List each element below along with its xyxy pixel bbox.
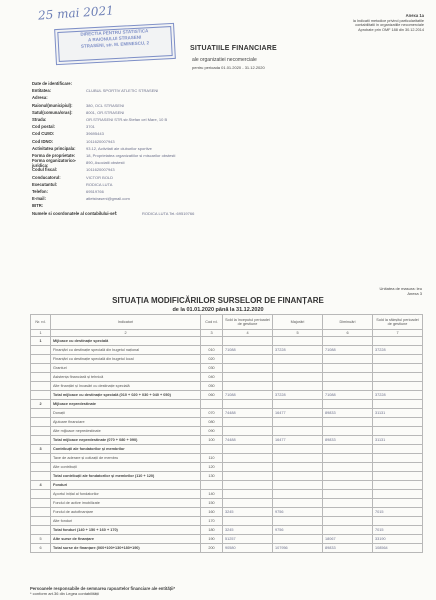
row-indicator-cell: Finanțări cu destinație specială din bugetul național [51,346,201,355]
closing-balance-cell [373,373,423,382]
increases-cell [273,337,323,346]
opening-balance-cell [223,517,273,526]
row-nr-cell: 4 [31,481,51,490]
increases-cell [273,400,323,409]
opening-balance-cell [223,427,273,436]
stamp-line-3: STRASENI, str. M. EMINESCU, 2 [80,40,150,49]
row-code-cell: 050 [201,382,223,391]
table-row [31,463,423,472]
increases-cell [273,382,323,391]
col-decreases: Diminuări [323,315,373,330]
row-nr-cell [31,517,51,526]
row-indicator-cell: Taxe de aderare și cotizații de membru [51,454,201,463]
row-nr-cell [31,409,51,418]
identification-label: Forma de proprietate: [32,153,76,158]
row-nr-cell [31,526,51,535]
identification-label: Date de identificare: [32,81,73,86]
identification-value: 890, Asociatii obstesti [86,160,125,166]
identification-value: 93.12, Activitati ale cluburilor sportive [86,145,152,151]
row-nr-cell [31,463,51,472]
table-row [31,481,423,490]
identification-label: IBTR: [32,203,44,209]
identification-value: RODICA LUTA Tel.:69519766 [142,210,195,216]
row-indicator-cell: Mijloace cu destinație specială [51,337,201,346]
row-indicator-cell: Finanțări cu destinație specială din bugetul local [51,355,201,364]
handwritten-date: 25 mai 2021 [37,3,115,23]
increases-cell [273,427,323,436]
identification-row [32,109,372,116]
increases-cell [273,481,323,490]
opening-balance-cell [223,499,273,508]
closing-balance-cell: 37228 [373,391,423,400]
identification-row [32,188,372,195]
annex-line-1: la Indicatii metodice privind particularitatile [352,18,424,23]
identification-value: 8001, OR.STRASENI [86,109,125,115]
identification-label: Numele si coordonatele al contabilului-sef: [32,210,118,216]
opening-balance-cell [223,454,273,463]
row-code-cell: 190 [201,535,223,544]
closing-balance-cell [373,427,423,436]
decreases-cell [323,382,373,391]
index-cell: 6 [323,330,373,337]
row-code-cell: 040 [201,373,223,382]
row-code-cell: 010 [201,346,223,355]
table-header-row [31,315,423,330]
opening-balance-cell [223,481,273,490]
decreases-cell [323,517,373,526]
opening-balance-cell [223,418,273,427]
increases-cell [273,472,323,481]
identification-row [32,123,372,130]
row-nr-cell [31,508,51,517]
identification-label: Cod postal: [32,124,56,130]
decreases-cell [323,355,373,364]
row-nr-cell [31,364,51,373]
table-row [31,499,423,508]
identification-label: Forma organizatorico-juridica: [32,157,77,168]
row-indicator-cell: Alte fonduri [51,517,201,526]
identification-label: Telefon: [32,189,48,194]
row-code-cell: 020 [201,355,223,364]
identification-row [32,94,372,101]
row-code-cell: 150 [201,499,223,508]
annex-line-2: contabilitatii in organizatiile necomerciale [355,23,424,28]
identification-row [32,102,372,109]
table-row [31,445,423,454]
row-nr-cell [31,436,51,445]
identification-label: Executantul: [32,181,58,187]
row-code-cell: 130 [201,472,223,481]
index-cell: 3 [201,330,223,337]
decreases-cell [323,454,373,463]
table-row [31,418,423,427]
col-closing-balance: Sold la sfârșitul perioadei de gestiune [373,315,423,330]
increases-cell [273,373,323,382]
table-row [31,427,423,436]
decreases-cell [323,463,373,472]
closing-balance-cell: 108564 [373,544,423,553]
decreases-cell [323,418,373,427]
increases-cell: 37228 [273,346,323,355]
row-indicator-cell: Ajutoare financiare [51,418,201,427]
row-code-cell: 030 [201,364,223,373]
row-code-cell [201,337,223,346]
row-indicator-cell: Total fonduri (140 + 150 + 160 + 170) [51,526,201,535]
identification-value: OR.STRASENI STR.str.Stefan cel Mare, 10 B [86,117,168,122]
annex-note [284,14,424,32]
identification-label: E-mail: [32,196,46,202]
row-nr-cell [31,391,51,400]
row-nr-cell [31,454,51,463]
row-indicator-cell: Alte mijloace nepredestinate [51,427,201,436]
identification-label: Cod CUIIO: [32,131,55,137]
closing-balance-cell [373,337,423,346]
identification-label: Adresa: [32,95,48,101]
identification-value: 69519766 [86,189,104,194]
opening-balance-cell [223,337,273,346]
row-indicator-cell: Asistența financiară și tehnică [51,373,201,382]
decreases-cell [323,508,373,517]
identification-value: 1011620007943 [86,138,115,144]
identification-row [32,195,372,202]
closing-balance-cell [373,517,423,526]
table-row [31,454,423,463]
increases-cell [273,490,323,499]
table-row [31,409,423,418]
identification-label: Entitatea: [32,88,52,94]
identification-value: 18, Proprietatea organizatiilor si miscarilor obstesti [86,153,176,158]
closing-balance-cell [373,454,423,463]
identification-value: 1011620007943 [86,167,115,173]
closing-balance-cell: 37228 [373,346,423,355]
table-row [31,364,423,373]
row-nr-cell [31,427,51,436]
closing-balance-cell [373,382,423,391]
identification-label: Satul(comuna/oras): [32,109,73,115]
increases-cell [273,517,323,526]
table-row [31,355,423,364]
index-cell: 4 [223,330,273,337]
identification-row [32,80,372,87]
identification-label: Conducatorul: [32,174,61,180]
decreases-cell [323,481,373,490]
index-cell: 1 [31,330,51,337]
row-indicator-cell: Total mijloace cu destinație specială (010 + 020 + 030 + 040 + 050) [51,391,201,400]
row-indicator-cell: Fonduri [51,481,201,490]
opening-balance-cell [223,373,273,382]
row-nr-cell [31,499,51,508]
identification-row [32,87,372,94]
opening-balance-cell: 90580 [223,544,273,553]
increases-cell: 9756 [273,526,323,535]
row-indicator-cell: Fondul de autofinanțare [51,508,201,517]
opening-balance-cell [223,445,273,454]
row-nr-cell [31,355,51,364]
row-nr-cell: 5 [31,535,51,544]
table-row [31,472,423,481]
decreases-cell [323,337,373,346]
report-period: pentru perioada 01.01.2020 - 31.12.2020 [192,65,265,70]
row-code-cell: 060 [201,391,223,400]
closing-balance-cell [373,463,423,472]
identification-row [32,138,372,145]
table-row [31,436,423,445]
row-indicator-cell: Total mijloace nepredestinate (070 + 080 + 090) [51,436,201,445]
closing-balance-cell [373,418,423,427]
footer-line-2: * conform art.36 din Legea contabilității [30,591,100,596]
identification-row [32,174,372,181]
row-indicator-cell: Alte contribuții [51,463,201,472]
table-row [31,391,423,400]
row-nr-cell [31,472,51,481]
increases-cell: 16477 [273,409,323,418]
unit-of-measure: Unitatea de masura: leu [379,286,422,291]
row-indicator-cell: Total contribuții ale fondatorilor și membrilor (110 + 120) [51,472,201,481]
closing-balance-cell [373,364,423,373]
identification-row [32,159,372,166]
decreases-cell [323,400,373,409]
identification-label: Strada: [32,117,47,122]
row-nr-cell [31,418,51,427]
row-code-cell: 200 [201,544,223,553]
increases-cell: 9756 [273,508,323,517]
opening-balance-cell: 74488 [223,436,273,445]
row-code-cell: 080 [201,418,223,427]
increases-cell [273,454,323,463]
identification-value: 380, OCL STRASENI [86,102,125,108]
decreases-cell [323,445,373,454]
table-row [31,526,423,535]
stamp-line-2: A RAIONULUI STRASENI [87,34,142,43]
row-indicator-cell: Donații [51,409,201,418]
decreases-cell: 89833 [323,409,373,418]
col-indicator: Indicatori [51,315,201,330]
row-indicator-cell: Total surse de finanțare (060+100+130+180+190) [51,544,201,553]
row-nr-cell: 2 [31,400,51,409]
col-code: Cod rd. [201,315,223,330]
col-increases: Majorări [273,315,323,330]
identification-value: RODICA LUTA [86,181,113,187]
closing-balance-cell: 31131 [373,436,423,445]
row-nr-cell [31,373,51,382]
row-nr-cell: 1 [31,337,51,346]
index-cell: 2 [51,330,201,337]
index-cell: 5 [273,330,323,337]
row-indicator-cell: Contribuții ale fondatorilor și membrilor [51,445,201,454]
identification-value: 3701 [86,124,95,130]
table-row [31,346,423,355]
decreases-cell [323,472,373,481]
opening-balance-cell: 71088 [223,391,273,400]
increases-cell [273,499,323,508]
opening-balance-cell [223,364,273,373]
col-opening-balance: Sold la începutul perioadei de gestiune [223,315,273,330]
row-nr-cell [31,490,51,499]
identification-label: Activitatea principala: [32,145,76,151]
increases-cell: 37228 [273,391,323,400]
table-row [31,337,423,346]
table-row [31,517,423,526]
decreases-cell: 89833 [323,436,373,445]
decreases-cell: 71088 [323,346,373,355]
decreases-cell [323,490,373,499]
financing-sources-table [30,314,423,553]
opening-balance-cell: 51257 [223,535,273,544]
row-code-cell: 160 [201,508,223,517]
row-nr-cell [31,346,51,355]
col-nr: Nr. rd. [31,315,51,330]
row-code-cell [201,445,223,454]
decreases-cell [323,364,373,373]
statistics-stamp [54,23,176,65]
decreases-cell [323,499,373,508]
report-title: SITUATIILE FINANCIARE [190,45,277,52]
row-code-cell: 120 [201,463,223,472]
closing-balance-cell [373,481,423,490]
footer-line-1: Persoanele responsabile de semnarea rapoartelor financiare ale entității* [30,586,175,591]
table-row [31,490,423,499]
closing-balance-cell [373,490,423,499]
identification-label: Raionul(municipiul): [32,102,73,108]
closing-balance-cell [373,499,423,508]
table-row [31,382,423,391]
decreases-cell [323,373,373,382]
closing-balance-cell: 31131 [373,409,423,418]
row-nr-cell: 3 [31,445,51,454]
increases-cell [273,418,323,427]
statement-subtitle: de la 01.01.2020 până la 31.12.2020 [172,307,264,313]
identification-label: Cod IDNO: [32,138,54,144]
table-row [31,400,423,409]
annex-3-label: Anexa 3 [407,291,422,296]
increases-cell [273,355,323,364]
row-code-cell: 090 [201,427,223,436]
identification-label: Codul fiscal: [32,167,58,173]
row-code-cell [201,400,223,409]
opening-balance-cell: 3245 [223,508,273,517]
opening-balance-cell: 3245 [223,526,273,535]
row-nr-cell [31,382,51,391]
row-indicator-cell: Granturi [51,364,201,373]
annex-line-3: Aprobate prin OMF 188 din 30.12.2014 [358,27,424,32]
closing-balance-cell [373,445,423,454]
decreases-cell: 89833 [323,544,373,553]
table-row [31,508,423,517]
row-code-cell: 170 [201,517,223,526]
closing-balance-cell: 33190 [373,535,423,544]
row-code-cell: 140 [201,490,223,499]
decreases-cell: 18067 [323,535,373,544]
row-indicator-cell: Fondul de active imobilizate [51,499,201,508]
decreases-cell [323,427,373,436]
statement-title: SITUAȚIA MODIFICĂRILOR SURSELOR DE FINANȚARE [112,296,324,305]
identification-row [32,130,372,137]
increases-cell [273,445,323,454]
opening-balance-cell [223,490,273,499]
annex-title: Anexa 1a [405,13,424,18]
opening-balance-cell [223,472,273,481]
identification-value: VICTOR BOLD [86,174,114,180]
increases-cell [273,364,323,373]
decreases-cell: 71088 [323,391,373,400]
table-row [31,544,423,553]
identification-value: 39695443 [86,131,104,137]
identification-row [32,116,372,123]
row-indicator-cell: Alte surse de finanțare [51,535,201,544]
row-code-cell: 100 [201,436,223,445]
unit-note [380,286,422,296]
opening-balance-cell: 71088 [223,346,273,355]
row-code-cell [201,481,223,490]
identification-value: CLUBUL SPORTIV ATLETIC STRASENI [86,88,159,94]
opening-balance-cell [223,355,273,364]
opening-balance-cell [223,382,273,391]
table-index-row [31,330,423,337]
identification-row [32,166,372,173]
increases-cell [273,535,323,544]
opening-balance-cell [223,463,273,472]
opening-balance-cell: 74488 [223,409,273,418]
opening-balance-cell [223,400,273,409]
row-code-cell: 180 [201,526,223,535]
identification-row [32,145,372,152]
index-cell: 7 [373,330,423,337]
increases-cell [273,463,323,472]
closing-balance-cell [373,400,423,409]
closing-balance-cell [373,472,423,481]
row-indicator-cell: Mijloace nepredestinate [51,400,201,409]
increases-cell: 107956 [273,544,323,553]
closing-balance-cell: 7015 [373,508,423,517]
identification-row [32,210,372,217]
decreases-cell [323,526,373,535]
report-subtitle: ale organizatiei necomerciale [192,57,257,63]
row-code-cell: 070 [201,409,223,418]
closing-balance-cell [373,355,423,364]
identification-row [32,181,372,188]
footer-note [30,586,175,596]
closing-balance-cell: 7015 [373,526,423,535]
row-nr-cell: 6 [31,544,51,553]
identification-row [32,202,372,209]
row-code-cell: 110 [201,454,223,463]
row-indicator-cell: Alte finanțări și încasări cu destinație specială [51,382,201,391]
table-row [31,373,423,382]
identification-value: atletstraseni@gmail.com [86,196,130,202]
increases-cell: 16477 [273,436,323,445]
row-indicator-cell: Aportul inițial al fondatorilor [51,490,201,499]
stamp-line-1: DIRECTIA PENTRU STATISTICA [80,28,149,37]
table-row [31,535,423,544]
